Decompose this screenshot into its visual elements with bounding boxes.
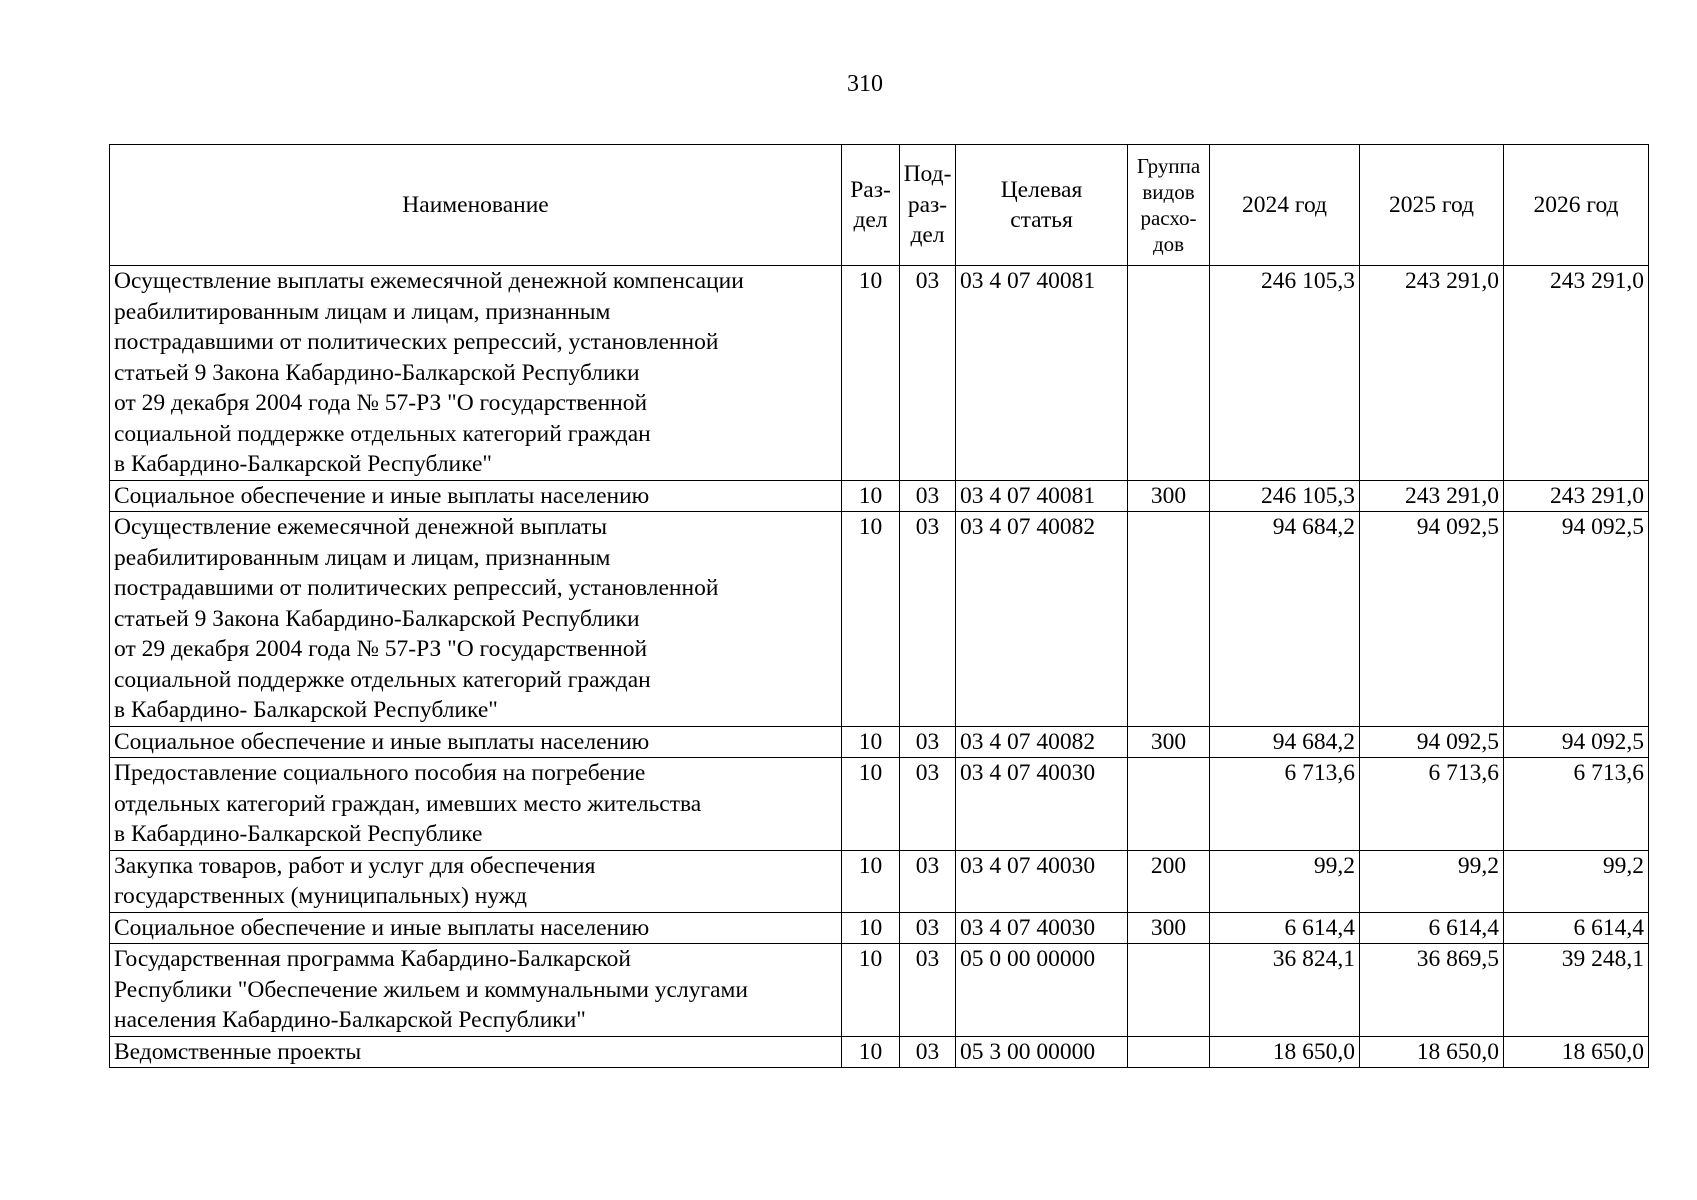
row-target-article: 03 4 07 40081 <box>956 480 1128 512</box>
row-amount-2026: 94 092,5 <box>1504 512 1649 727</box>
header-year-2024: 2024 год <box>1210 145 1360 266</box>
table-row <box>110 1036 1649 1068</box>
row-name: Ведомственные проекты <box>110 1036 842 1068</box>
row-amount-2024: 6 614,4 <box>1210 912 1360 944</box>
row-amount-2025: 94 092,5 <box>1360 512 1504 727</box>
header-row <box>110 145 1649 266</box>
row-amount-2026: 94 092,5 <box>1504 726 1649 758</box>
table-row <box>110 266 1649 481</box>
row-amount-2026: 99,2 <box>1504 850 1649 912</box>
table-row <box>110 758 1649 851</box>
row-razdel: 10 <box>842 266 900 481</box>
row-razdel: 10 <box>842 512 900 727</box>
page-number: 310 <box>847 71 883 97</box>
row-razdel: 10 <box>842 758 900 851</box>
row-podrazdel: 03 <box>900 944 956 1037</box>
table-body <box>110 266 1649 1068</box>
row-podrazdel: 03 <box>900 912 956 944</box>
row-expense-group <box>1128 266 1210 481</box>
row-target-article: 03 4 07 40082 <box>956 726 1128 758</box>
row-target-article: 05 0 00 00000 <box>956 944 1128 1037</box>
budget-table <box>109 144 1649 1068</box>
row-podrazdel: 03 <box>900 726 956 758</box>
row-target-article: 03 4 07 40030 <box>956 758 1128 851</box>
header-name: Наименование <box>110 145 842 266</box>
row-amount-2026: 243 291,0 <box>1504 480 1649 512</box>
row-target-article: 05 3 00 00000 <box>956 1036 1128 1068</box>
row-name: Предоставление социального пособия на погребение отдельных категорий граждан, имевших место жительства в Кабардино-Балкарской Республике <box>110 758 842 851</box>
row-razdel: 10 <box>842 480 900 512</box>
row-amount-2025: 6 713,6 <box>1360 758 1504 851</box>
row-amount-2025: 36 869,5 <box>1360 944 1504 1037</box>
row-amount-2024: 18 650,0 <box>1210 1036 1360 1068</box>
row-amount-2025: 6 614,4 <box>1360 912 1504 944</box>
row-expense-group <box>1128 512 1210 727</box>
table-row <box>110 726 1649 758</box>
row-amount-2024: 94 684,2 <box>1210 512 1360 727</box>
row-name: Закупка товаров, работ и услуг для обеспечения государственных (муниципальных) нужд <box>110 850 842 912</box>
row-amount-2024: 94 684,2 <box>1210 726 1360 758</box>
row-target-article: 03 4 07 40082 <box>956 512 1128 727</box>
row-amount-2025: 94 092,5 <box>1360 726 1504 758</box>
table-header <box>110 145 1649 266</box>
header-razdel: Раз- дел <box>842 145 900 266</box>
row-name: Социальное обеспечение и иные выплаты населению <box>110 912 842 944</box>
row-expense-group: 300 <box>1128 480 1210 512</box>
table-row <box>110 944 1649 1037</box>
row-name: Государственная программа Кабардино-Балкарской Республики "Обеспечение жильем и коммунальными услугами населения Кабардино-Балкарской Республики" <box>110 944 842 1037</box>
row-target-article: 03 4 07 40030 <box>956 912 1128 944</box>
row-amount-2024: 246 105,3 <box>1210 480 1360 512</box>
row-amount-2024: 246 105,3 <box>1210 266 1360 481</box>
row-expense-group <box>1128 758 1210 851</box>
row-amount-2025: 243 291,0 <box>1360 266 1504 481</box>
row-amount-2024: 36 824,1 <box>1210 944 1360 1037</box>
row-expense-group: 300 <box>1128 912 1210 944</box>
row-podrazdel: 03 <box>900 1036 956 1068</box>
row-amount-2026: 39 248,1 <box>1504 944 1649 1037</box>
header-year-2025: 2025 год <box>1360 145 1504 266</box>
row-amount-2026: 6 713,6 <box>1504 758 1649 851</box>
row-name: Социальное обеспечение и иные выплаты населению <box>110 480 842 512</box>
table-row <box>110 480 1649 512</box>
table-row <box>110 912 1649 944</box>
table-row <box>110 850 1649 912</box>
row-podrazdel: 03 <box>900 512 956 727</box>
row-amount-2026: 243 291,0 <box>1504 266 1649 481</box>
row-amount-2024: 6 713,6 <box>1210 758 1360 851</box>
row-name: Осуществление ежемесячной денежной выплаты реабилитированным лицам и лицам, признанным пострадавшими от политических репрессий, установленной статьей 9 Закона Кабардино-Балкарской Республики от 29 декабря 2004 года № 57-РЗ "О государственной социальной поддержке отдельных категорий граждан в Кабардино- Балкарской Республике" <box>110 512 842 727</box>
row-razdel: 10 <box>842 1036 900 1068</box>
row-expense-group <box>1128 1036 1210 1068</box>
row-razdel: 10 <box>842 912 900 944</box>
row-amount-2025: 18 650,0 <box>1360 1036 1504 1068</box>
row-razdel: 10 <box>842 850 900 912</box>
header-expense-group: Группа видов расхо- дов <box>1128 145 1210 266</box>
row-target-article: 03 4 07 40030 <box>956 850 1128 912</box>
row-razdel: 10 <box>842 726 900 758</box>
header-podrazdel: Под- раз- дел <box>900 145 956 266</box>
row-expense-group <box>1128 944 1210 1037</box>
row-podrazdel: 03 <box>900 758 956 851</box>
row-name: Осуществление выплаты ежемесячной денежной компенсации реабилитированным лицам и лицам, признанным пострадавшими от политических репрессий, установленной статьей 9 Закона Кабардино-Балкарской Республики от 29 декабря 2004 года № 57-РЗ "О государственной социальной поддержке отдельных категорий граждан в Кабардино-Балкарской Республике" <box>110 266 842 481</box>
row-amount-2025: 99,2 <box>1360 850 1504 912</box>
row-podrazdel: 03 <box>900 850 956 912</box>
header-year-2026: 2026 год <box>1504 145 1649 266</box>
row-podrazdel: 03 <box>900 266 956 481</box>
row-expense-group: 200 <box>1128 850 1210 912</box>
row-razdel: 10 <box>842 944 900 1037</box>
row-amount-2026: 18 650,0 <box>1504 1036 1649 1068</box>
row-expense-group: 300 <box>1128 726 1210 758</box>
row-name: Социальное обеспечение и иные выплаты населению <box>110 726 842 758</box>
row-podrazdel: 03 <box>900 480 956 512</box>
row-target-article: 03 4 07 40081 <box>956 266 1128 481</box>
header-target-article: Целевая статья <box>956 145 1128 266</box>
row-amount-2025: 243 291,0 <box>1360 480 1504 512</box>
row-amount-2026: 6 614,4 <box>1504 912 1649 944</box>
row-amount-2024: 99,2 <box>1210 850 1360 912</box>
table-row <box>110 512 1649 727</box>
